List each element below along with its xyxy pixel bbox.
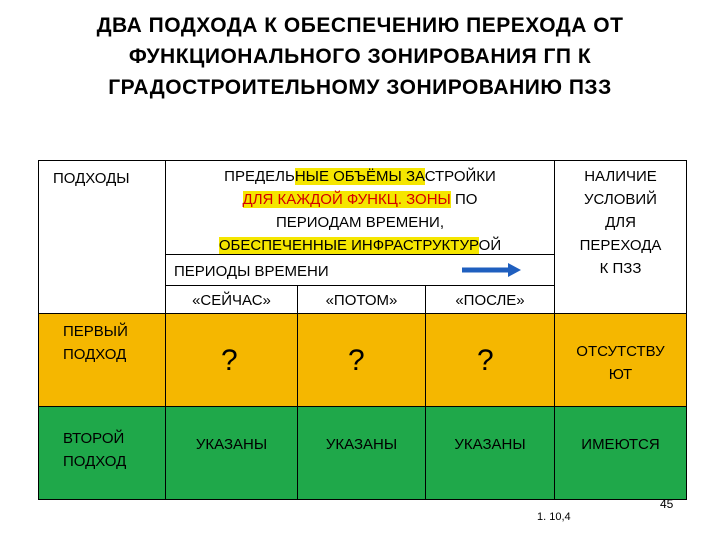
second-approach-now-value: УКАЗАНЫ bbox=[195, 436, 268, 453]
limits-line-2: ДЛЯ КАЖДОЙ ФУНКЦ. ЗОНЫ ПО bbox=[242, 191, 478, 208]
second-approach-status: ИМЕЮТСЯ bbox=[581, 436, 660, 453]
title-line-2: ФУНКЦИОНАЛЬНОГО ЗОНИРОВАНИЯ ГП К bbox=[128, 45, 592, 68]
period-later: «ПОТОМ» bbox=[325, 292, 398, 309]
period-now: «СЕЙЧАС» bbox=[192, 292, 271, 309]
conditions-header-cell: НАЛИЧИЕ УСЛОВИЙ ДЛЯ ПЕРЕХОДА К ПЗЗ bbox=[555, 160, 687, 313]
first-approach-after-cell bbox=[426, 313, 555, 407]
first-approach-status-line-1: ОТСУТСТВУ bbox=[576, 343, 665, 360]
second-approach-line-2: ПОДХОД bbox=[63, 453, 127, 470]
approaches-header: ПОДХОДЫ bbox=[53, 170, 130, 187]
second-approach-later-value: УКАЗАНЫ bbox=[325, 436, 398, 453]
second-approach-now-cell bbox=[166, 407, 298, 500]
first-approach-line-1: ПЕРВЫЙ bbox=[63, 323, 128, 340]
first-approach-now-cell bbox=[166, 313, 298, 407]
reference-label: 1. 10,4 bbox=[537, 511, 571, 523]
title-line-1: ДВА ПОДХОДА К ОБЕСПЕЧЕНИЮ ПЕРЕХОДА ОТ bbox=[96, 14, 624, 37]
limits-header-cell bbox=[166, 160, 555, 254]
slide-title bbox=[30, 10, 690, 103]
second-approach-line-1: ВТОРОЙ bbox=[63, 430, 125, 447]
first-approach-now-value: ? bbox=[221, 344, 238, 377]
title-line-3: ГРАДОСТРОИТЕЛЬНОМУ ЗОНИРОВАНИЮ ПЗЗ bbox=[108, 76, 612, 99]
limits-line-4: ОБЕСПЕЧЕННЫЕ ИНФРАСТРУКТУРОЙ bbox=[218, 237, 502, 254]
first-approach-status-line-2: ЮТ bbox=[608, 366, 633, 383]
first-approach-status-cell bbox=[555, 313, 687, 407]
second-approach-status-cell bbox=[555, 407, 687, 500]
second-approach-after-value: УКАЗАНЫ bbox=[454, 436, 526, 453]
period-after: «ПОСЛЕ» bbox=[455, 292, 525, 309]
period-later-cell bbox=[298, 286, 426, 313]
period-after-cell bbox=[426, 286, 555, 313]
first-approach-later-value: ? bbox=[348, 344, 365, 377]
second-approach-later-cell bbox=[298, 407, 426, 500]
second-approach-label-cell bbox=[38, 407, 166, 500]
period-now-cell bbox=[166, 286, 298, 313]
first-approach-after-value: ? bbox=[477, 344, 494, 377]
periods-label: ПЕРИОДЫ ВРЕМЕНИ bbox=[174, 263, 329, 280]
limits-line-3: ПЕРИОДАМ ВРЕМЕНИ, bbox=[275, 214, 445, 231]
first-approach-later-cell bbox=[298, 313, 426, 407]
approaches-header-cell bbox=[38, 160, 166, 313]
timeline-arrow-icon bbox=[462, 262, 522, 278]
page-number: 45 bbox=[660, 497, 674, 511]
second-approach-after-cell bbox=[426, 407, 555, 500]
first-approach-label-cell bbox=[38, 313, 166, 407]
limits-line-1: ПРЕДЕЛЬНЫЕ ОБЪЁМЫ ЗАСТРОЙКИ bbox=[224, 168, 496, 185]
first-approach-line-2: ПОДХОД bbox=[63, 346, 127, 363]
